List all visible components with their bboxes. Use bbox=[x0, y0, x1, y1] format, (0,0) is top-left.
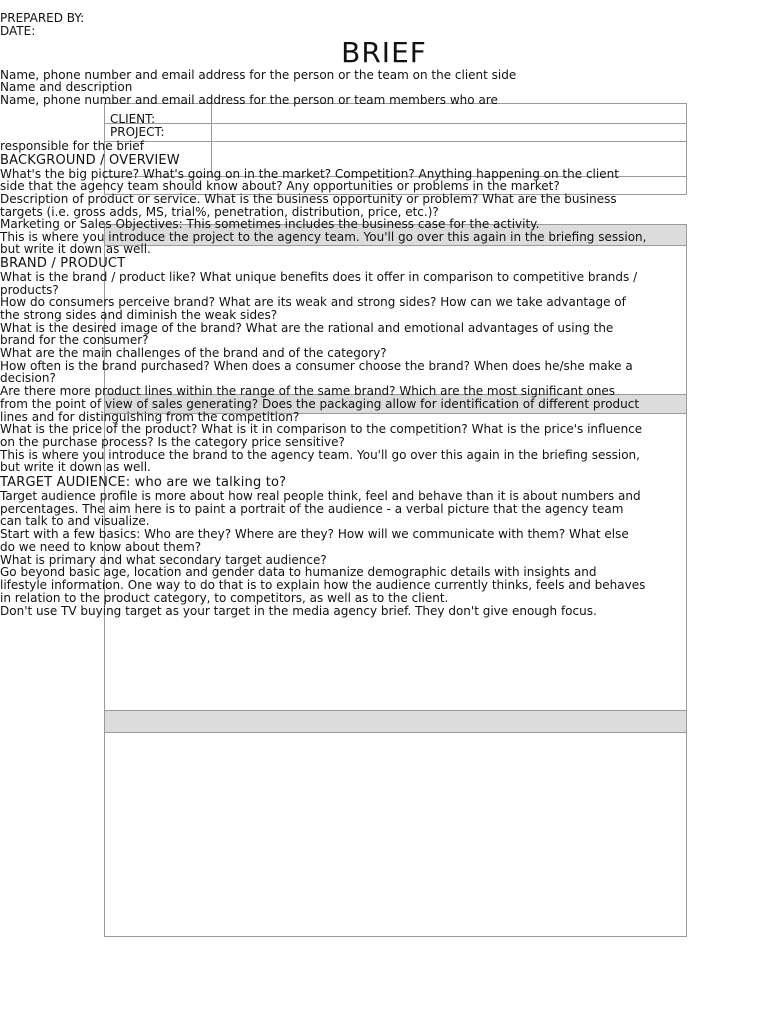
audience-section-bar bbox=[104, 710, 687, 733]
background-line: targets (i.e. gross adds, MS, trial%, penetration, distribution, price, etc.)? bbox=[0, 205, 439, 219]
date-label: DATE: bbox=[0, 24, 36, 38]
info-row-line bbox=[104, 141, 687, 142]
background-heading: BACKGROUND / OVERVIEW bbox=[0, 153, 180, 168]
brand-line: What is the desired image of the brand? What are the rational and emotional advantages of using the bbox=[0, 321, 614, 335]
brand-line: on the purchase process? Is the category price sensitive? bbox=[0, 435, 345, 449]
audience-line: lifestyle information. One way to do that is to explain how the audience currently thinks, feels and behaves bbox=[0, 578, 646, 592]
brand-line: lines and for distinguishing from the competition? bbox=[0, 410, 300, 424]
background-line: but write it down as well. bbox=[0, 242, 151, 256]
brand-line: products? bbox=[0, 283, 59, 297]
brand-line: from the point of view of sales generating? Does the packaging allow for identification of different product bbox=[0, 397, 640, 411]
brand-line: This is where you introduce the brand to the agency team. You'll go over this again in the briefing session, bbox=[0, 448, 640, 462]
brand-line: brand for the consumer? bbox=[0, 333, 149, 347]
audience-line: Start with a few basics: Who are they? Where are they? How will we communicate with them? What else bbox=[0, 527, 629, 541]
brand-heading: BRAND / PRODUCT bbox=[0, 256, 126, 271]
brand-line: What are the main challenges of the brand and of the category? bbox=[0, 346, 387, 360]
audience-heading: TARGET AUDIENCE: who are we talking to? bbox=[0, 475, 287, 490]
background-line: Description of product or service. What is the business opportunity or problem? What are the business bbox=[0, 192, 617, 206]
brand-line: How do consumers perceive brand? What are its weak and strong sides? How can we take advantage of bbox=[0, 295, 626, 309]
prepared-by-label: PREPARED BY: bbox=[0, 11, 85, 25]
background-line: Marketing or Sales Objectives: This sometimes includes the business case for the activity. bbox=[0, 217, 540, 231]
brand-line: How often is the brand purchased? When does a consumer choose the brand? When does he/she make a bbox=[0, 359, 633, 373]
audience-line: Go beyond basic age, location and gender data to humanize demographic details with insights and bbox=[0, 565, 597, 579]
audience-line: in relation to the product category, to competitors, as well as to the client. bbox=[0, 591, 449, 605]
background-line: side that the agency team should know about? Any opportunities or problems in the market? bbox=[0, 179, 560, 193]
brand-line: the strong sides and diminish the weak sides? bbox=[0, 308, 278, 322]
brand-line: What is the brand / product like? What unique benefits does it offer in comparison to competitive brands / bbox=[0, 270, 638, 284]
audience-line: Don't use TV buying target as your target in the media agency brief. They don't give enough focus. bbox=[0, 604, 597, 618]
brand-line: Are there more product lines within the range of the same brand? Which are the most significant ones bbox=[0, 384, 616, 398]
brand-line: but write it down as well. bbox=[0, 460, 151, 474]
project-label: PROJECT: bbox=[110, 125, 165, 139]
audience-line: What is primary and what secondary target audience? bbox=[0, 553, 327, 567]
intro-line: Name, phone number and email address for the person or the team on the client side bbox=[0, 68, 517, 82]
intro-line: Name and description bbox=[0, 80, 133, 94]
project-field[interactable] bbox=[212, 124, 686, 141]
audience-line: percentages. The aim here is to paint a portrait of the audience - a verbal picture that the agency team bbox=[0, 502, 624, 516]
audience-line: Target audience profile is more about how real people think, feel and behave than it is about numbers and bbox=[0, 489, 641, 503]
client-label: CLIENT: bbox=[110, 112, 156, 126]
intro-line: Name, phone number and email address for the person or team members who are bbox=[0, 93, 498, 107]
audience-line: can talk to and visualize. bbox=[0, 514, 150, 528]
background-line: This is where you introduce the project to the agency team. You'll go over this again in the briefing session, bbox=[0, 230, 647, 244]
page-title: BRIEF bbox=[341, 36, 427, 69]
audience-section-field[interactable] bbox=[104, 732, 687, 937]
background-line: What's the big picture? What's going on in the market? Competition? Anything happening on the client bbox=[0, 167, 619, 181]
brand-line: What is the price of the product? What is it in comparison to the competition? What is the price's influence bbox=[0, 422, 643, 436]
intro-line: responsible for the brief bbox=[0, 139, 144, 153]
brand-line: decision? bbox=[0, 371, 56, 385]
audience-line: do we need to know about them? bbox=[0, 540, 202, 554]
